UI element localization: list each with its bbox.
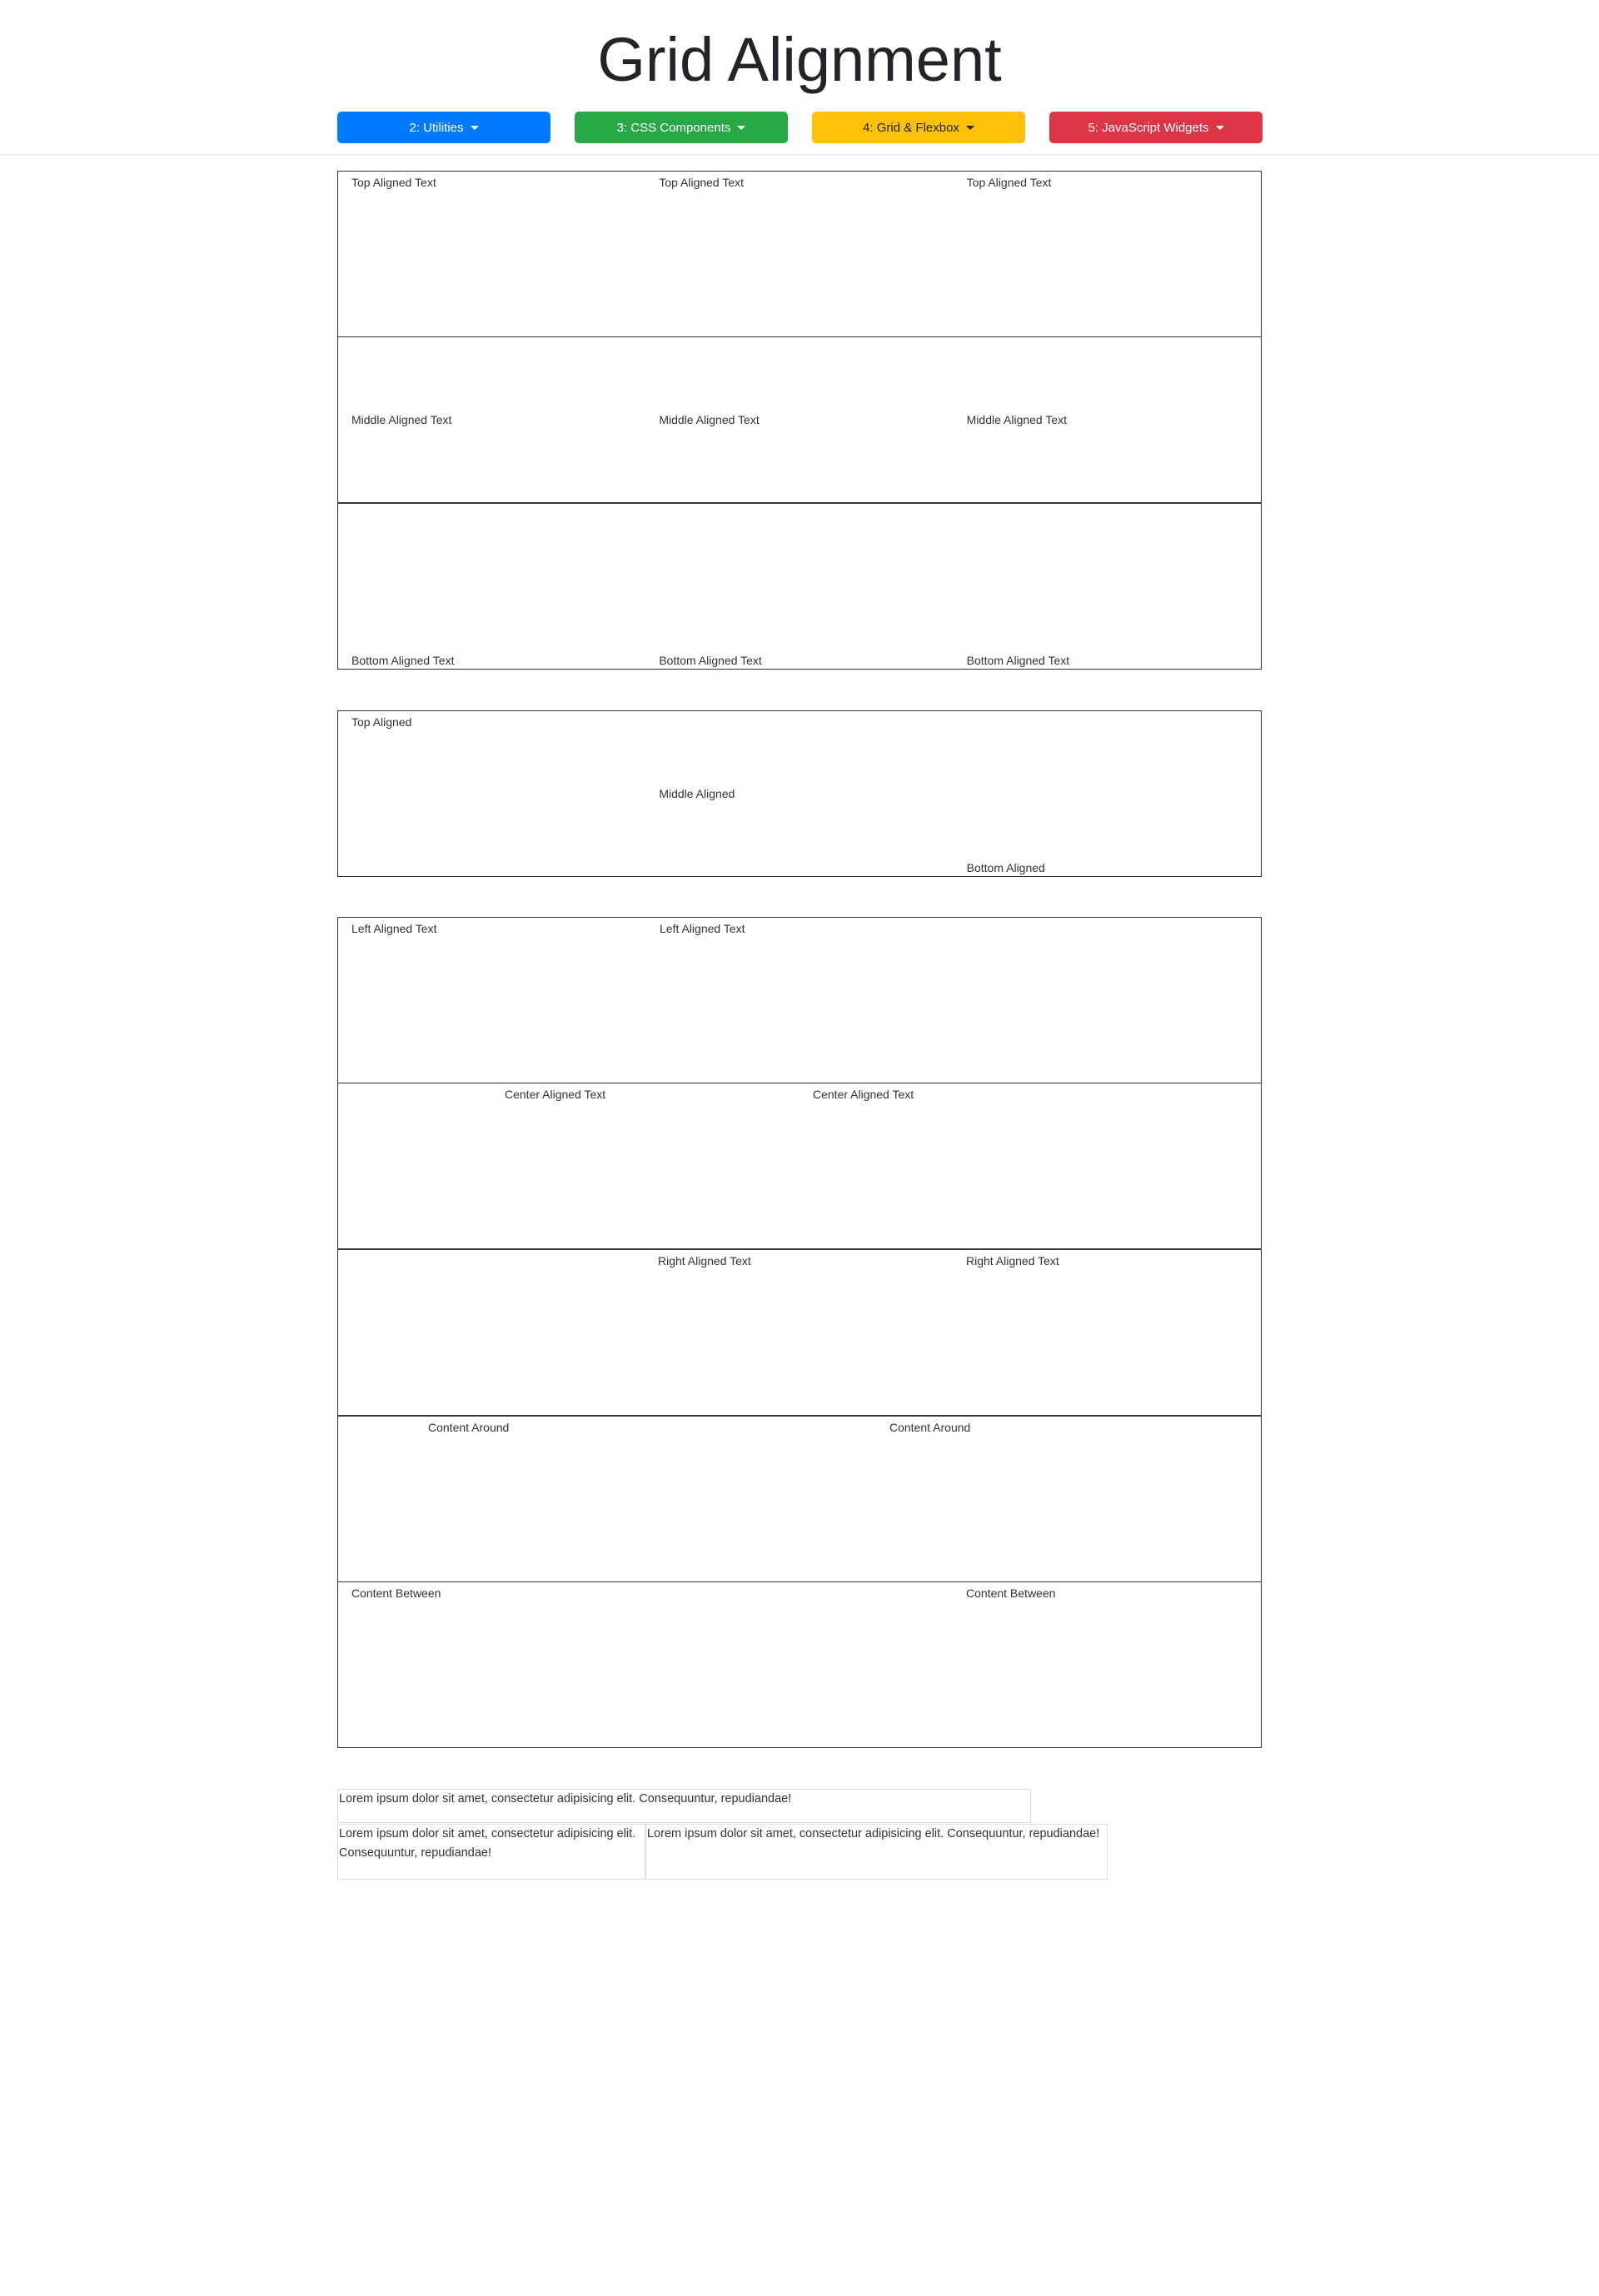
- row-justify-end: [337, 1249, 1262, 1416]
- row-align-bottom: [337, 503, 1262, 670]
- row-justify-center: [337, 1083, 1262, 1249]
- grid-column: [338, 172, 645, 191]
- grid-column: [953, 1582, 1261, 1601]
- caret-down-icon: [1216, 126, 1224, 130]
- cell-text: Left Aligned Text: [351, 922, 437, 935]
- grid-column: [491, 1083, 800, 1103]
- grid-column: [954, 859, 1261, 876]
- grid-column: [645, 172, 953, 191]
- cell-text: Content Between: [966, 1586, 1056, 1600]
- grid-column: [954, 172, 1261, 191]
- grid-column: [645, 785, 953, 802]
- row-justify-around: [337, 1416, 1262, 1582]
- utilities-button-label: 2: Utilities: [409, 120, 464, 135]
- cell-text: Middle Aligned Text: [659, 413, 760, 426]
- grid-column: [645, 652, 953, 669]
- grid-column: [338, 652, 645, 669]
- grid-column: [645, 1250, 953, 1269]
- lorem-box: Lorem ipsum dolor sit amet, consectetur adipisicing elit. Consequuntur, repudiandae!: [645, 1824, 1108, 1880]
- cell-text: Middle Aligned: [659, 787, 735, 800]
- grid-column: [876, 1417, 1184, 1436]
- grid-column: [338, 1582, 646, 1601]
- grid-column: [338, 918, 646, 937]
- row-justify-start: [337, 917, 1262, 1083]
- cell-text: Content Around: [889, 1421, 971, 1434]
- cell-text: Bottom Aligned Text: [966, 654, 1070, 667]
- cell-text: Top Aligned: [351, 715, 412, 729]
- grid-column: [954, 652, 1261, 669]
- row-align-top: [337, 171, 1262, 337]
- caret-down-icon: [737, 126, 745, 130]
- page-title: Grid Alignment: [597, 25, 1002, 94]
- cell-text: Right Aligned Text: [658, 1254, 751, 1268]
- row-align-self: [337, 710, 1262, 877]
- grid-column: [800, 1083, 1108, 1103]
- page-header: [0, 0, 1599, 155]
- cell-text: Right Aligned Text: [966, 1254, 1059, 1268]
- utilities-dropdown-button[interactable]: [337, 112, 550, 143]
- css-components-button-label: 3: CSS Components: [616, 120, 731, 135]
- caret-down-icon: [471, 126, 479, 130]
- javascript-widgets-button-label: 5: JavaScript Widgets: [1088, 120, 1209, 135]
- grid-column: [953, 1250, 1261, 1269]
- row-align-middle: [337, 336, 1262, 503]
- css-components-dropdown-button[interactable]: [575, 112, 788, 143]
- cell-text: Content Between: [351, 1586, 441, 1600]
- lorem-box: Lorem ipsum dolor sit amet, consectetur adipisicing elit. Consequuntur, repudiandae!: [337, 1789, 1031, 1823]
- cell-text: Top Aligned Text: [966, 176, 1052, 189]
- cell-text: Middle Aligned Text: [966, 413, 1068, 426]
- grid-flexbox-dropdown-button[interactable]: [812, 112, 1025, 143]
- cell-text: Top Aligned Text: [351, 176, 436, 189]
- grid-column: [646, 918, 954, 937]
- cell-text: Bottom Aligned: [966, 861, 1045, 874]
- cell-text: Content Around: [428, 1421, 510, 1434]
- grid-flexbox-button-label: 4: Grid & Flexbox: [863, 120, 959, 135]
- cell-text: Left Aligned Text: [660, 922, 745, 935]
- lorem-box: Lorem ipsum dolor sit amet, consectetur adipisicing elit. Consequuntur, repudiandae!: [337, 1824, 645, 1880]
- grid-column: [954, 411, 1261, 428]
- cell-text: Middle Aligned Text: [351, 413, 452, 426]
- caret-down-icon: [966, 126, 974, 130]
- cell-text: Center Aligned Text: [505, 1088, 606, 1101]
- grid-column: [338, 711, 645, 730]
- grid-column: [415, 1417, 723, 1436]
- cell-text: Top Aligned Text: [659, 176, 745, 189]
- cell-text: Bottom Aligned Text: [351, 654, 455, 667]
- cell-text: Bottom Aligned Text: [659, 654, 762, 667]
- grid-column: [338, 411, 645, 428]
- row-justify-between: [337, 1581, 1262, 1748]
- grid-column: [645, 411, 953, 428]
- javascript-widgets-dropdown-button[interactable]: [1049, 112, 1263, 143]
- cell-text: Center Aligned Text: [813, 1088, 914, 1101]
